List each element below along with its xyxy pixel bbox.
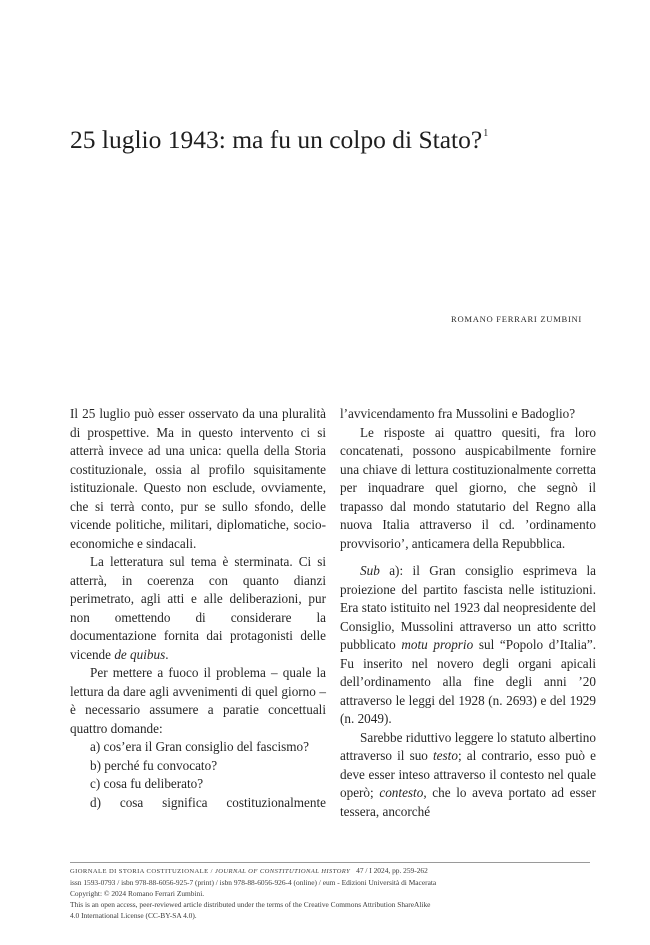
body-column-left [70, 405, 326, 812]
paragraph: Sarebbe riduttivo leggere lo statuto albertino attraverso il suo testo; al contrario, esso può e deve esser inteso attraverso il contesto nel quale operò; contesto, che lo aveva portato ad esser tessera, ancorché [340, 729, 597, 819]
article-title-text: 25 luglio 1943: ma fu un colpo di Stato? [70, 125, 483, 154]
author-name: ROMANO FERRARI ZUMBINI [451, 314, 582, 324]
question-d: d) cosa significa costituzionalmente [90, 794, 326, 810]
journal-line [70, 866, 590, 878]
license-line-2: 4.0 International License (CC-BY-SA 4.0). [70, 910, 197, 920]
issn-line: issn 1593-0793 / isbn 978-88-6056-925-7 (print) / isbn 978-88-6056-926-4 (online) / eum - Edizioni Università di Macerata [70, 877, 437, 887]
paragraph: Sub a): il Gran consiglio esprimeva la proiezione del partito fascista nelle istituzioni. Era stato istituito nel 1923 dal neopresidente del Consiglio, Mussolini attraverso un atto scritto pubblicato motu proprio sul “Popolo d’Italia”. Fu inserito nel novero degli organi apicali dell’ordinamento alla fine degli anni ’20 attraverso le leggi del 1928 (n. 2693) e del 1929 (n. 2049). [340, 563, 596, 726]
paragraph: La letteratura sul tema è sterminata. Ci si atterrà, in coerenza con quanto dianzi perimetrato, agli atti e alle deliberazioni, pur non omettendo di considerare la documentazione fornita dai protagonisti delle vicende de quibus. [70, 554, 326, 662]
question-d-continued: l’avvicendamento fra Mussolini e Badoglio? [340, 406, 576, 421]
copyright-line: Copyright: © 2024 Romano Ferrari Zumbini. [70, 888, 205, 898]
paragraph: Le risposte ai quattro quesiti, fra loro concatenati, possono auspicabilmente fornire una chiave di lettura costituzionalmente corretta per inquadrare quel giorno, che segnò il trapasso dal mondo statutario del Regno alla nuova Italia attraverso il cd. ’ordinamento provvisorio’, anticamera della Repubblica. [340, 424, 596, 551]
question-a: a) cos’era il Gran consiglio del fascismo? [90, 739, 309, 754]
article-title [70, 118, 600, 156]
issue-pages: 47 / I 2024, pp. 259-262 [356, 866, 428, 875]
body-column-right [340, 405, 596, 821]
page-footer [70, 862, 590, 922]
question-c: c) cosa fu deliberato? [90, 776, 204, 791]
journal-name: GIORNALE DI STORIA COSTITUZIONALE / JOURNAL OF CONSTITUTIONAL HISTORY [70, 868, 351, 875]
paragraph: Per mettere a fuoco il problema – quale la lettura da dare agli avvenimenti di quel giorno – è necessario assumere a paratie concettuali quattro domande: [70, 665, 326, 736]
license-line-1: This is an open access, peer-reviewed article distributed under the terms of the Creative Commons Attribution ShareAlike [70, 899, 431, 909]
question-b: b) perché fu convocato? [90, 757, 218, 773]
title-footnote-marker[interactable]: 1 [483, 128, 489, 139]
paragraph: Il 25 luglio può esser osservato da una pluralità di prospettive. Ma in questo intervento ci si atterrà invece ad una unica: quella della Storia costituzionale, ossia al profilo squisitamente istituzionale. Questo non esclude, ovviamente, che si terrà conto, pur se sullo sfondo, delle vicende politiche, militari, diplomatiche, socio-economiche e sindacali. [70, 406, 326, 551]
